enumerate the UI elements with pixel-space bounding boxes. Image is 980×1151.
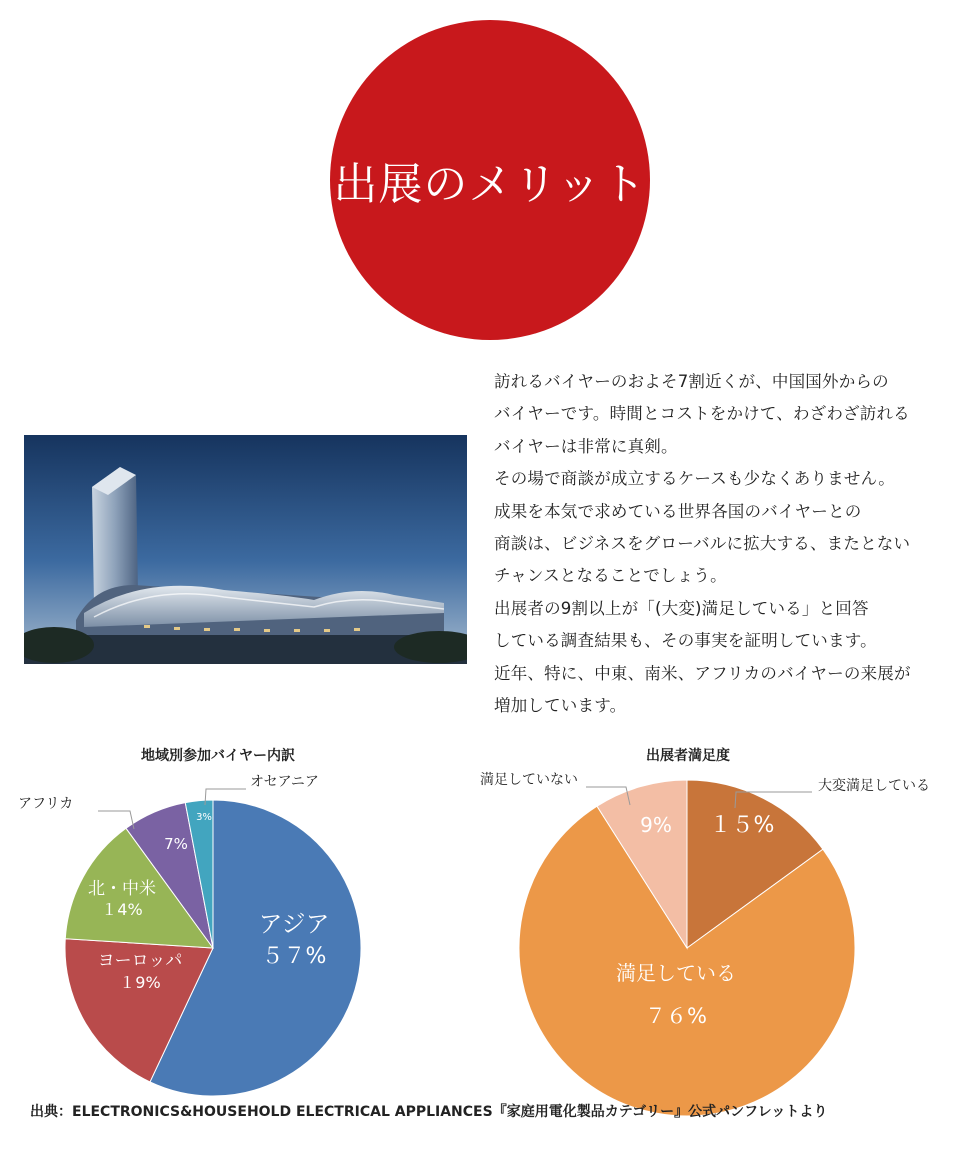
slice-callout-label: オセアニア xyxy=(250,774,319,790)
slice-value-label: ７６% xyxy=(645,1004,707,1028)
intro-line: その場で商談が成立するケースも少なくありません。 xyxy=(494,469,895,489)
slice-value-label: 7% xyxy=(164,835,188,853)
pie-chart-satisfaction xyxy=(480,760,980,1100)
slice-value-label: １9% xyxy=(119,973,161,992)
intro-line: バイヤーは非常に真剣。 xyxy=(494,436,678,456)
slice-callout-label: 満足していない xyxy=(480,772,578,788)
slice-callout-label: アフリカ xyxy=(18,796,74,812)
chart-title-satisfaction: 出展者満足度 xyxy=(646,748,730,764)
chart-title-region: 地域別参加バイヤー内訳 xyxy=(141,748,295,764)
slice-value-label: １５% xyxy=(709,813,775,838)
slice-label: 北・中米 xyxy=(88,879,156,899)
page-title: 出展のメリット xyxy=(333,159,647,210)
intro-line: 商談は、ビジネスをグローバルに拡大する、またとない xyxy=(494,534,911,554)
intro-line: 増加しています。 xyxy=(494,696,627,716)
intro-line: バイヤーです。時間とコストをかけて、わざわざ訪れる xyxy=(494,404,910,424)
slice-value-label: １4% xyxy=(101,900,143,919)
venue-photo xyxy=(24,435,467,664)
slice-callout-label: 大変満足している xyxy=(818,778,930,794)
intro-text xyxy=(494,366,974,722)
intro-line: 成果を本気で求めている世界各国のバイヤーとの xyxy=(494,501,862,521)
intro-line: 出展者の9割以上が「(大変)満足している」と回答 xyxy=(494,598,869,618)
slice-label: ヨーロッパ xyxy=(97,951,183,971)
slice-label: アジア xyxy=(258,910,330,938)
intro-line: 訪れるバイヤーのおよそ7割近くが、中国国外からの xyxy=(494,372,889,391)
intro-line: チャンスとなることでしょう。 xyxy=(494,566,727,586)
source-note: 出典：ELECTRONICS&HOUSEHOLD ELECTRICAL APPLIANCES『家庭用電化製品カテゴリー』公式パンフレットより xyxy=(30,1104,828,1120)
slice-value-label: ５７% xyxy=(261,944,327,969)
intro-line: している調査結果も、その事実を証明しています。 xyxy=(494,631,877,651)
slice-label: 満足している xyxy=(616,961,736,985)
slice-value-label: 3% xyxy=(196,812,212,823)
slice-value-label: 9% xyxy=(640,813,672,837)
title-circle xyxy=(330,20,650,340)
intro-line: 近年、特に、中東、南米、アフリカのバイヤーの来展が xyxy=(494,663,911,683)
pie-chart-region xyxy=(0,760,480,1100)
